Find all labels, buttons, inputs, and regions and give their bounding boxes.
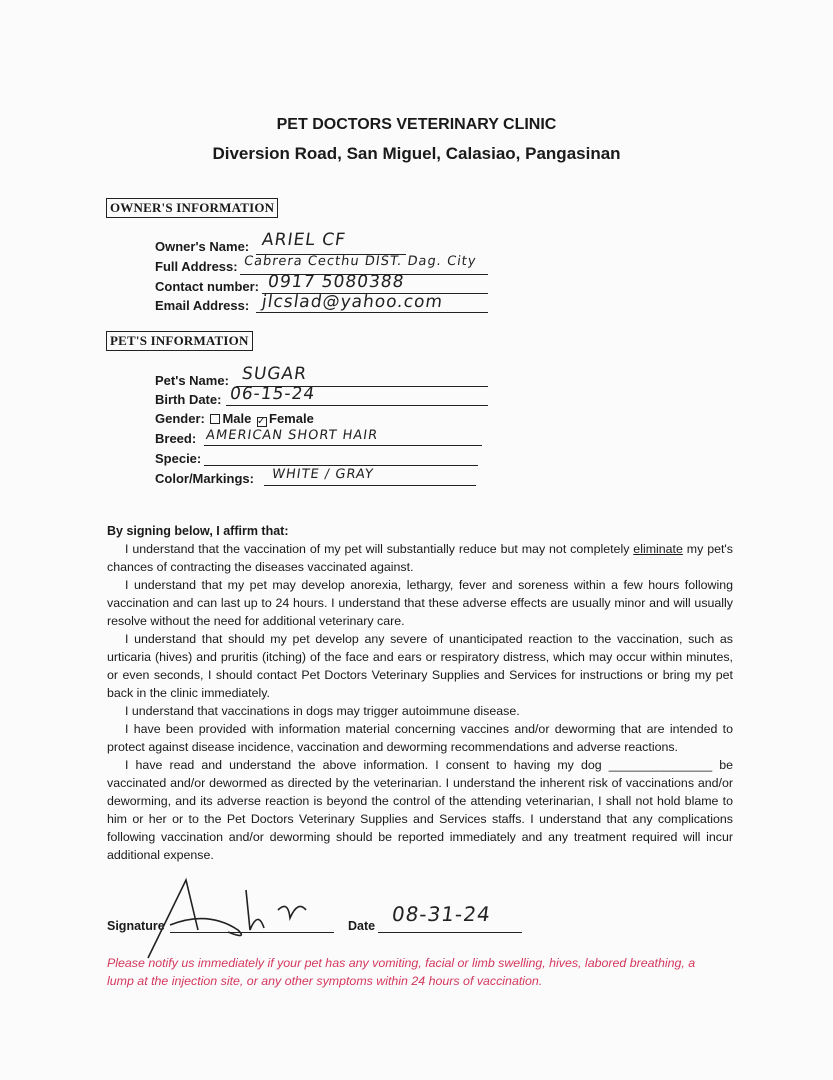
specie-label: Specie: [155, 451, 202, 466]
birth-date-line [226, 405, 488, 406]
consent-p1-text-end: my pet's chances of contracting the diseases vaccinated against. [107, 542, 733, 574]
date-value[interactable]: 08-31-24 [390, 902, 493, 926]
consent-body [107, 540, 733, 864]
female-checkbox[interactable] [257, 417, 267, 427]
pet-section-header: PET'S INFORMATION [106, 331, 253, 351]
clinic-title: PET DOCTORS VETERINARY CLINIC [276, 116, 557, 133]
female-label: Female [269, 411, 314, 426]
full-address-label: Full Address: [155, 259, 238, 274]
breed-line [204, 445, 482, 446]
consent-paragraph [107, 756, 733, 864]
breed-label: Breed: [155, 431, 197, 446]
consent-paragraph: I understand that vaccinations in dogs may trigger autoimmune disease. [125, 704, 520, 718]
male-label: Male [222, 411, 252, 426]
gender-label: Gender: [155, 411, 205, 426]
consent-p1-underlined: eliminate [633, 542, 683, 556]
pet-name-label: Pet's Name: [155, 373, 229, 388]
owner-name-label: Owner's Name: [155, 239, 250, 254]
contact-number-label: Contact number: [155, 279, 259, 294]
color-markings-value[interactable]: WHITE / GRAY [270, 467, 375, 482]
date-line [378, 932, 522, 933]
consent-p6-text-end: be vaccinated and/or dewormed as directed by the veterinarian. I understand the inherent risk of vaccinations and/or deworming, and its adverse reaction is beyond the control of the attending veterinarian, I shall not hold blame to him or her or to the Pet Doctors Veterinary Supplies and Services staffs. I understand that any complications following vaccination and/or deworming should be reported immediately and any treatment required will incur additional expense. [107, 758, 734, 862]
full-address-value[interactable]: Cabrera Cecthu DIST. Dag. City [242, 254, 478, 269]
date-label: Date [348, 919, 376, 933]
signature-label: Signature [107, 919, 165, 933]
email-value[interactable]: jlcslad@yahoo.com [260, 292, 445, 312]
breed-value[interactable]: AMERICAN SHORT HAIR [204, 428, 380, 443]
clinic-address: Diversion Road, San Miguel, Calasiao, Pangasinan [212, 144, 621, 163]
contact-number-value[interactable]: 0917 5080388 [266, 272, 406, 292]
color-markings-line [264, 485, 476, 486]
owner-section-header: OWNER'S INFORMATION [106, 198, 278, 218]
birth-date-label: Birth Date: [155, 392, 222, 407]
color-markings-label: Color/Markings: [155, 471, 254, 486]
consent-p6-text: I have read and understand the above information. I consent to having my dog [125, 758, 609, 772]
affirm-title: By signing below, I affirm that: [107, 524, 289, 538]
consent-paragraph: I understand that should my pet develop any severe of unanticipated reaction to the vaccination, such as urticaria (hives) and pruritis (itching) of the face and ears or respiratory distress, which may occur within minutes, or even seconds, I should contact Pet Doctors Veterinary Supplies and Services for instructions or bring my pet back in the clinic immediately. [107, 632, 733, 700]
signature-image[interactable] [138, 870, 338, 960]
consent-paragraph: I understand that my pet may develop anorexia, lethargy, fever and soreness within a few hours following vaccination and can last up to 24 hours. I understand that these adverse effects are usually minor and will usually resolve without the need for additional veterinary care. [107, 578, 733, 628]
birth-date-value[interactable]: 06-15-24 [228, 384, 317, 404]
consent-paragraph: I have been provided with information material concerning vaccines and/or deworming that are intended to protect against disease incidence, vaccination and deworming recommendations and adverse reactions. [107, 722, 733, 754]
notice-text: Please notify us immediately if your pet has any vomiting, facial or limb swelling, hives, labored breathing, a lump at the injection site, or any other symptoms within 24 hours of vaccination. [107, 956, 696, 988]
male-checkbox[interactable] [210, 414, 220, 424]
dog-name-blank[interactable]: _______________ [608, 758, 713, 772]
gender-row [155, 411, 314, 427]
email-line [256, 312, 488, 313]
consent-paragraph [107, 540, 733, 576]
specie-line [204, 465, 478, 466]
pet-name-value[interactable]: SUGAR [240, 364, 309, 384]
owner-name-value[interactable]: ARIEL CF [260, 230, 348, 250]
email-label: Email Address: [155, 298, 250, 313]
consent-p1-text: I understand that the vaccination of my pet will substantially reduce but may not completely [125, 542, 634, 556]
